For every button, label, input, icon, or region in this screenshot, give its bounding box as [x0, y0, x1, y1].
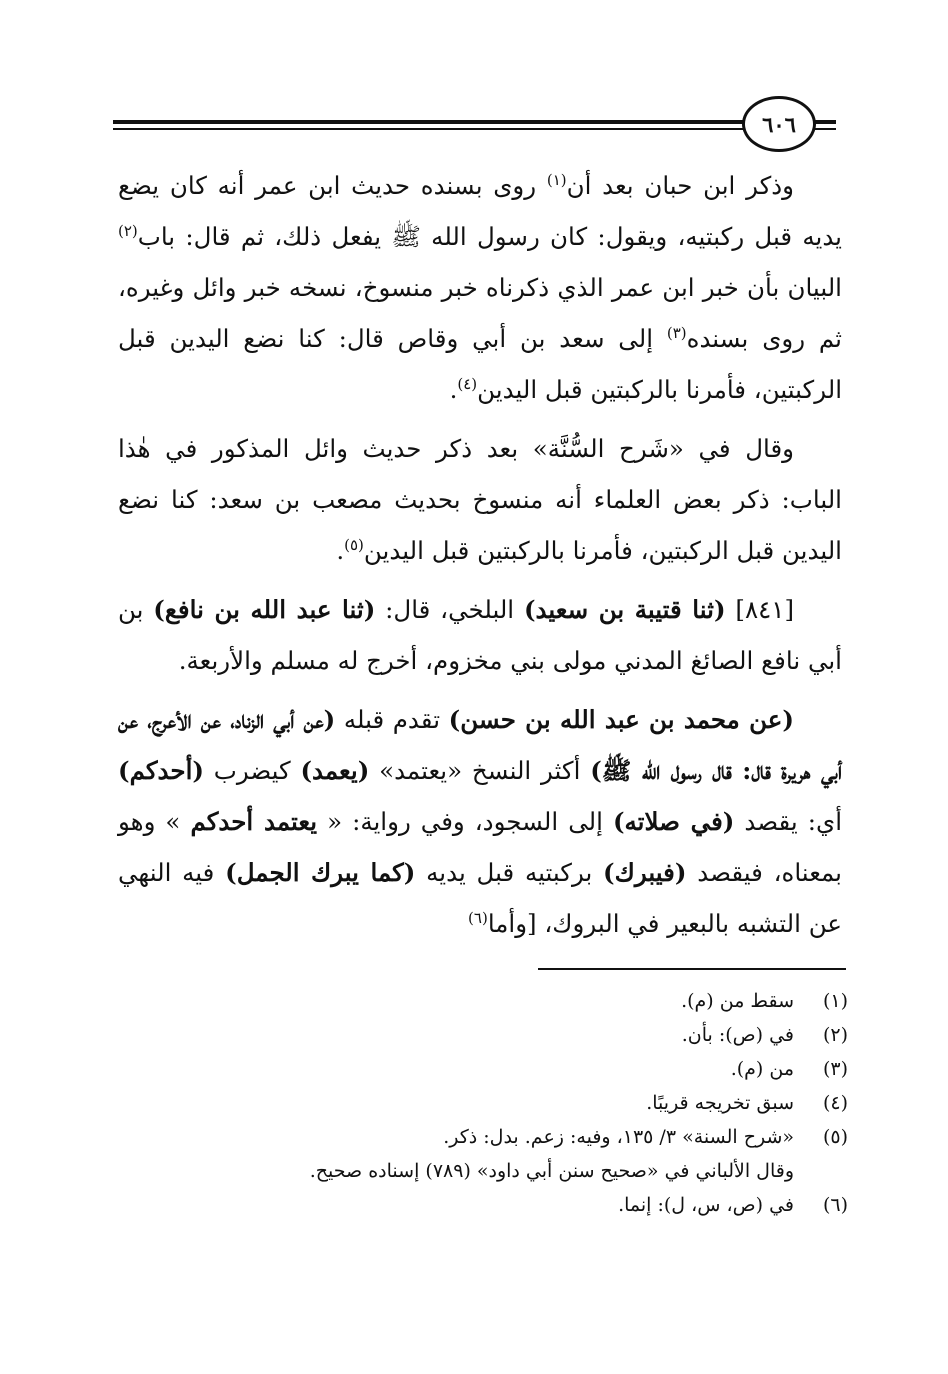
bold-text: (فيبرك) [603, 858, 687, 887]
bold-text: (ثنا عبد الله بن نافع) [153, 595, 376, 624]
text-run: بركبتيه قبل يديه [415, 858, 604, 887]
footnote-text: في (ص، س، ل): إنما. [618, 1194, 794, 1216]
header-rule-thick-right [814, 120, 836, 124]
page-number-badge [742, 96, 816, 152]
text-run: كيضرب [203, 756, 301, 785]
text-run: إلى سعد بن أبي وقاص قال: كنا نضع اليدين قبل الركبتين، فأمرنا بالركبتين قبل اليدين [118, 324, 842, 404]
text-run: إلى السجود، وفي رواية: « [317, 807, 613, 836]
footnote-text: سقط من (م). [681, 990, 794, 1012]
text-run: تقدم قبله [335, 705, 449, 734]
footnote-text: «شرح السنة» ٣/ ١٣٥، وفيه: زعم. بدل: ذكر. [443, 1126, 794, 1148]
footnote-text: من (م). [730, 1058, 794, 1080]
bold-text: (ثنا قتيبة بن سعيد) [523, 595, 726, 624]
page-header [0, 0, 948, 160]
header-rule-thin [113, 128, 743, 130]
footnote-ref: (٢) [118, 221, 138, 240]
footnote-number: (٢) [822, 1024, 848, 1046]
footnote [160, 1018, 848, 1052]
footnote-ref: (٤) [457, 374, 478, 393]
footnote [160, 1052, 848, 1086]
header-rule-thin-right [814, 128, 836, 130]
text-run: فيه النهي عن التشبه بالبعير في البروك، [وأما [118, 858, 842, 938]
text-run: أكثر النسخ «يعتمد» [369, 756, 591, 785]
footnotes [160, 984, 848, 1222]
paragraph [118, 584, 842, 686]
footnote-number: (١) [822, 990, 848, 1012]
footnote-ref: (٥) [344, 535, 364, 554]
bold-text: (يعمد) [300, 756, 370, 785]
footnote [160, 984, 848, 1018]
page-number: ٦٠٦ [762, 111, 796, 137]
paragraph [118, 694, 842, 949]
footnote-ref: (٣) [666, 323, 687, 342]
footnote-number: (٤) [822, 1092, 848, 1114]
footnote [160, 1120, 848, 1154]
bold-text: (كما يبرك الجمل) [225, 858, 416, 887]
paragraph [118, 423, 842, 576]
main-text [118, 160, 842, 957]
text-run: وذكر ابن حبان بعد أن [566, 171, 794, 200]
text-run: روى بسنده حديث ابن عمر أنه كان يضع يديه قبل ركبتيه، ويقول: كان رسول الله ﷺ يفعل ذلك، ثم قال: باب [118, 171, 842, 251]
header-rule-thick [113, 120, 743, 124]
footnote-number: (٣) [822, 1058, 848, 1080]
footnote-ref: (١) [546, 170, 567, 189]
paragraph [118, 160, 842, 415]
footnote-number: (٦) [822, 1194, 848, 1216]
bold-text: (عن محمد بن عبد الله بن حسن) [448, 705, 794, 734]
text-run: البلخي، قال: [375, 595, 524, 624]
footnote-continuation: وقال الألباني في «صحيح سنن أبي داود» (٧٨٩) إسناده صحيح. [309, 1160, 794, 1182]
footnote-text: سبق تخريجه قريبًا. [646, 1092, 794, 1114]
text-run: . [336, 536, 345, 565]
bold-text: (عن أبي الزناد، عن الأعرج، عن أبي هريرة قال: قال رسول الله ﷺ) [118, 705, 843, 785]
footnote [160, 1188, 848, 1222]
text-run: [٨٤١] [725, 595, 795, 624]
text-run: . [449, 375, 458, 404]
text-run: أي: يقصد [734, 807, 843, 836]
footnote-text: في (ص): بأن. [681, 1024, 794, 1046]
bold-text: يعتمد أحدكم [190, 807, 318, 836]
footnote-separator [538, 968, 846, 970]
text-run: البيان بأن خبر ابن عمر الذي ذكرناه خبر منسوخ، نسخه خبر وائل وغيره، ثم روى بسنده [118, 273, 842, 353]
text-run: بن أبي نافع الصائغ المدني مولى بني مخزوم، أخرج له مسلم والأربعة. [118, 595, 842, 675]
footnote-number: (٥) [822, 1126, 848, 1148]
bold-text: (أحدكم) [118, 756, 204, 785]
text-run: » وهو بمعناه، فيقصد [118, 807, 842, 887]
footnote-ref: (٦) [468, 908, 488, 927]
bold-text: (في صلاته) [612, 807, 735, 836]
text-run: وقال في «شَرح السُّنَّة» بعد ذكر حديث وائل المذكور في هٰذا الباب: ذكر بعض العلماء أنه منسوخ بحديث مصعب بن سعد: كنا نضع اليدين قبل الركبتين، فأمرنا بالركبتين قبل اليدين [118, 434, 842, 565]
footnote [160, 1086, 848, 1120]
